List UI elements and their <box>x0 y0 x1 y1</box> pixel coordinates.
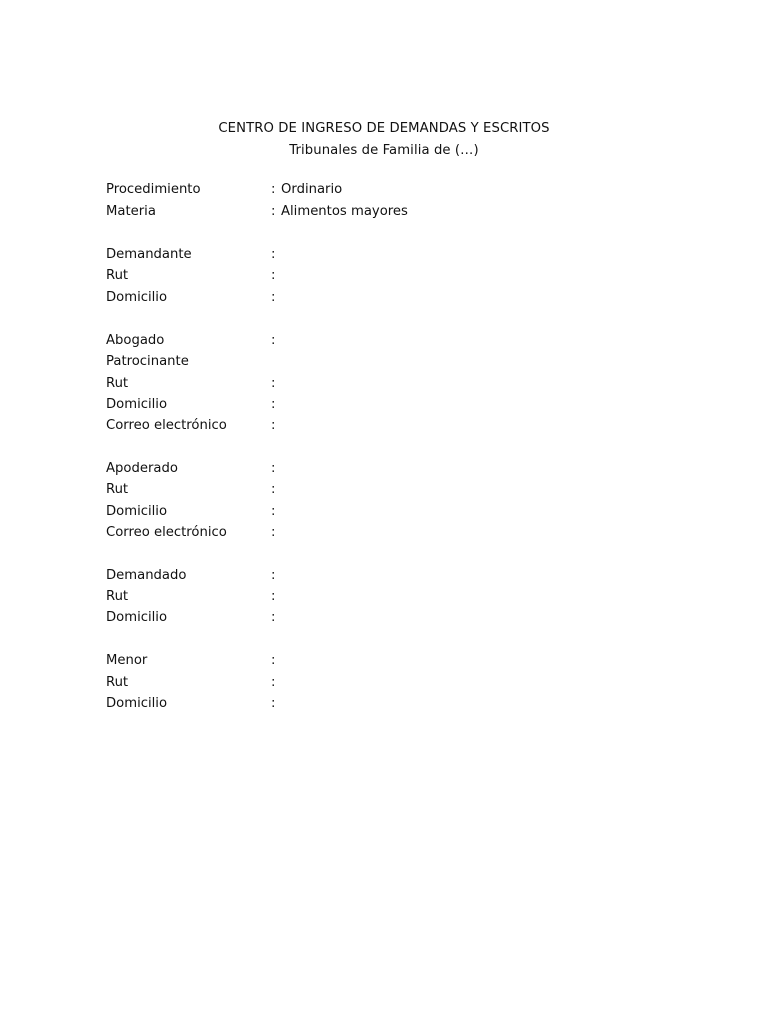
field-label: Patrocinante <box>106 354 189 369</box>
field-label: Demandante <box>106 247 192 262</box>
field-label: Domicilio <box>106 610 168 625</box>
field-colon: : <box>271 461 276 476</box>
field-label: Abogado <box>106 333 165 348</box>
field-label: Rut <box>106 482 129 497</box>
field-label: Domicilio <box>106 397 168 412</box>
field-label: Rut <box>106 268 129 283</box>
field-colon: : <box>271 482 276 497</box>
field-label: Correo electrónico <box>106 418 227 433</box>
field-colon: : <box>271 204 276 219</box>
field-label: Menor <box>106 653 148 668</box>
field-colon: : <box>271 418 276 433</box>
field-colon: : <box>271 568 276 583</box>
field-label: Apoderado <box>106 461 178 476</box>
field-colon: : <box>271 589 276 604</box>
field-colon: : <box>271 268 276 283</box>
field-colon: : <box>271 525 276 540</box>
document-title: CENTRO DE INGRESO DE DEMANDAS Y ESCRITOS <box>218 121 550 136</box>
field-colon: : <box>271 610 276 625</box>
field-colon: : <box>271 653 276 668</box>
field-colon: : <box>271 333 276 348</box>
field-label: Procedimiento <box>106 182 201 197</box>
field-colon: : <box>271 376 276 391</box>
document-header <box>0 118 768 161</box>
field-colon: : <box>271 675 276 690</box>
field-label: Domicilio <box>106 290 168 305</box>
field-colon: : <box>271 696 276 711</box>
field-colon: : <box>271 290 276 305</box>
field-label: Correo electrónico <box>106 525 227 540</box>
field-label: Domicilio <box>106 696 168 711</box>
document-subtitle: Tribunales de Familia de (…) <box>289 143 479 158</box>
field-label: Materia <box>106 204 156 219</box>
field-colon: : <box>271 182 276 197</box>
field-label: Demandado <box>106 568 187 583</box>
field-colon: : <box>271 397 276 412</box>
field-colon: : <box>271 504 276 519</box>
field-label: Rut <box>106 589 129 604</box>
field-value: Alimentos mayores <box>281 204 408 219</box>
field-label: Domicilio <box>106 504 168 519</box>
field-value: Ordinario <box>281 182 343 197</box>
field-label: Rut <box>106 376 129 391</box>
field-colon: : <box>271 247 276 262</box>
field-label: Rut <box>106 675 129 690</box>
